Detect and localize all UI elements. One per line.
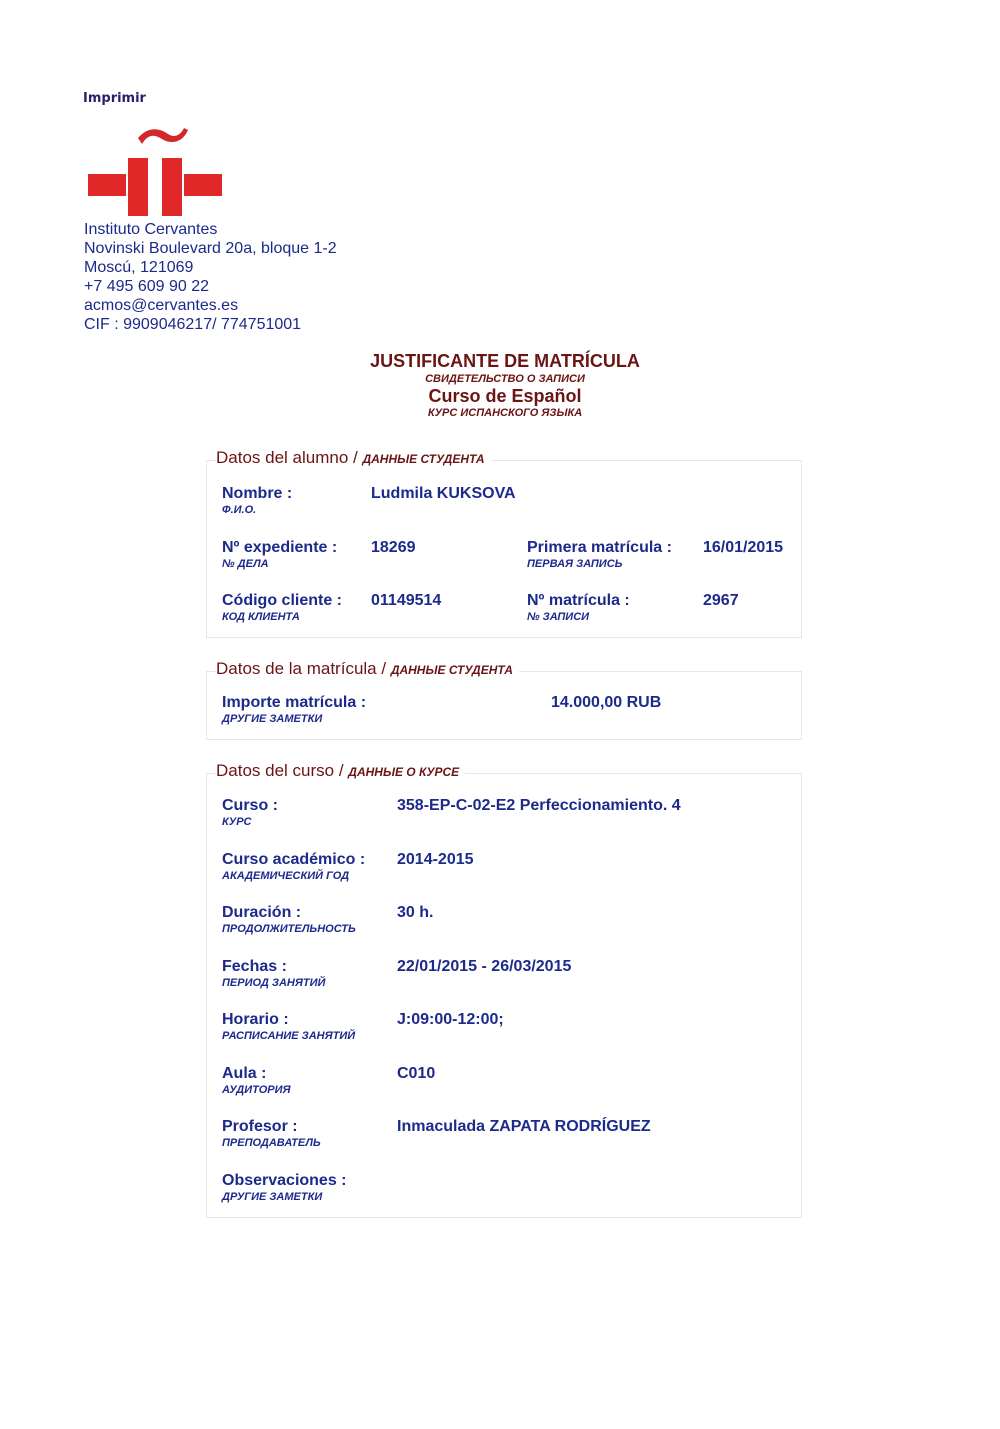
address-cif: CIF : 9909046217/ 774751001 <box>84 316 302 333</box>
document-titles <box>0 350 1000 420</box>
section-title-es: Datos de la matrícula / <box>216 659 391 678</box>
document-title: JUSTIFICANTE DE MATRÍCULA <box>370 351 640 371</box>
document-title-ru: СВИДЕТЕЛЬСТВО О ЗАПИСИ <box>425 373 585 385</box>
section-title-es: Datos del alumno / <box>216 448 363 467</box>
section-title <box>216 448 491 468</box>
fechas-value: 22/01/2015 - 26/03/2015 <box>397 958 572 975</box>
aula-value: C010 <box>397 1065 436 1082</box>
address-email: acmos@cervantes.es <box>84 297 239 314</box>
matricula-value: 2967 <box>703 592 739 609</box>
curso-academico-label: Curso académico : <box>222 851 366 868</box>
curso-academico-label-ru: АКАДЕМИЧЕСКИЙ ГОД <box>222 870 350 882</box>
fechas-label-ru: ПЕРИОД ЗАНЯТИЙ <box>222 977 326 989</box>
logo-right-bar <box>184 174 222 196</box>
instituto-cervantes-logo <box>86 122 226 218</box>
logo-right-stem <box>162 158 182 216</box>
course-title-ru: КУРС ИСПАНСКОГО ЯЗЫКА <box>427 407 583 419</box>
curso-value: 358-EP-C-02-E2 Perfeccionamiento. 4 <box>397 797 681 814</box>
logo-left-bar <box>88 174 126 196</box>
primera-matricula-label: Primera matrícula : <box>527 539 672 556</box>
profesor-label-ru: ПРЕПОДАВАТЕЛЬ <box>222 1137 321 1149</box>
course-section <box>206 761 802 1218</box>
section-title <box>216 761 465 781</box>
duracion-label-ru: ПРОДОЛЖИТЕЛЬНОСТЬ <box>222 923 356 935</box>
section-title-es: Datos del curso / <box>216 761 349 780</box>
fechas-label: Fechas : <box>222 958 287 975</box>
aula-label-ru: АУДИТОРИЯ <box>222 1084 291 1096</box>
codigo-cliente-value: 01149514 <box>371 592 442 609</box>
importe-value: 14.000,00 RUB <box>551 694 662 711</box>
curso-academico-value: 2014-2015 <box>397 851 474 868</box>
matricula-label-ru: № ЗАПИСИ <box>527 611 590 623</box>
profesor-label: Profesor : <box>222 1118 298 1135</box>
address-line: Novinski Boulevard 20a, bloque 1-2 <box>84 240 337 257</box>
nombre-label-ru: Ф.И.О. <box>222 504 257 516</box>
curso-label-ru: КУРС <box>222 816 252 828</box>
institute-address <box>84 220 337 334</box>
aula-label: Aula : <box>222 1065 267 1082</box>
profesor-value: Inmaculada ZAPATA RODRÍGUEZ <box>397 1118 651 1135</box>
section-title-ru: ДАННЫЕ О КУРСЕ <box>348 765 460 779</box>
expediente-label: Nº expediente : <box>222 539 338 556</box>
section-title-ru: ДАННЫЕ СТУДЕНТА <box>390 663 513 677</box>
horario-label-ru: РАСПИСАНИЕ ЗАНЯТИЙ <box>222 1030 356 1042</box>
observaciones-label-ru: ДРУГИЕ ЗАМЕТКИ <box>222 1191 323 1203</box>
duracion-label: Duración : <box>222 904 302 921</box>
course-title: Curso de Español <box>428 386 582 406</box>
importe-label: Importe matrícula : <box>222 694 367 711</box>
expediente-value: 18269 <box>371 539 416 556</box>
address-phone: +7 495 609 90 22 <box>84 278 210 295</box>
section-title <box>216 659 519 679</box>
primera-matricula-label-ru: ПЕРВАЯ ЗАПИСЬ <box>527 558 623 570</box>
curso-label: Curso : <box>222 797 278 814</box>
primera-matricula-value: 16/01/2015 <box>703 539 784 556</box>
nombre-label: Nombre : <box>222 485 293 502</box>
enrollment-section <box>206 659 802 740</box>
student-name: Ludmila KUKSOVA <box>371 485 516 502</box>
horario-label: Horario : <box>222 1011 289 1028</box>
address-line: Instituto Cervantes <box>84 221 218 238</box>
print-link[interactable]: Imprimir <box>83 91 146 106</box>
section-title-ru: ДАННЫЕ СТУДЕНТА <box>362 452 485 466</box>
observaciones-label: Observaciones : <box>222 1172 347 1189</box>
duracion-value: 30 h. <box>397 904 434 921</box>
tilde-shape <box>138 128 188 144</box>
expediente-label-ru: № ДЕЛА <box>222 558 269 570</box>
codigo-cliente-label: Código cliente : <box>222 592 342 609</box>
codigo-cliente-label-ru: КОД КЛИЕНТА <box>222 611 300 623</box>
importe-label-ru: ДРУГИЕ ЗАМЕТКИ <box>222 713 323 725</box>
address-line: Moscú, 121069 <box>84 259 194 276</box>
matricula-label: Nº matrícula : <box>527 592 630 609</box>
logo-left-stem <box>128 158 148 216</box>
student-section <box>206 448 802 638</box>
horario-value: J:09:00-12:00; <box>397 1011 504 1028</box>
